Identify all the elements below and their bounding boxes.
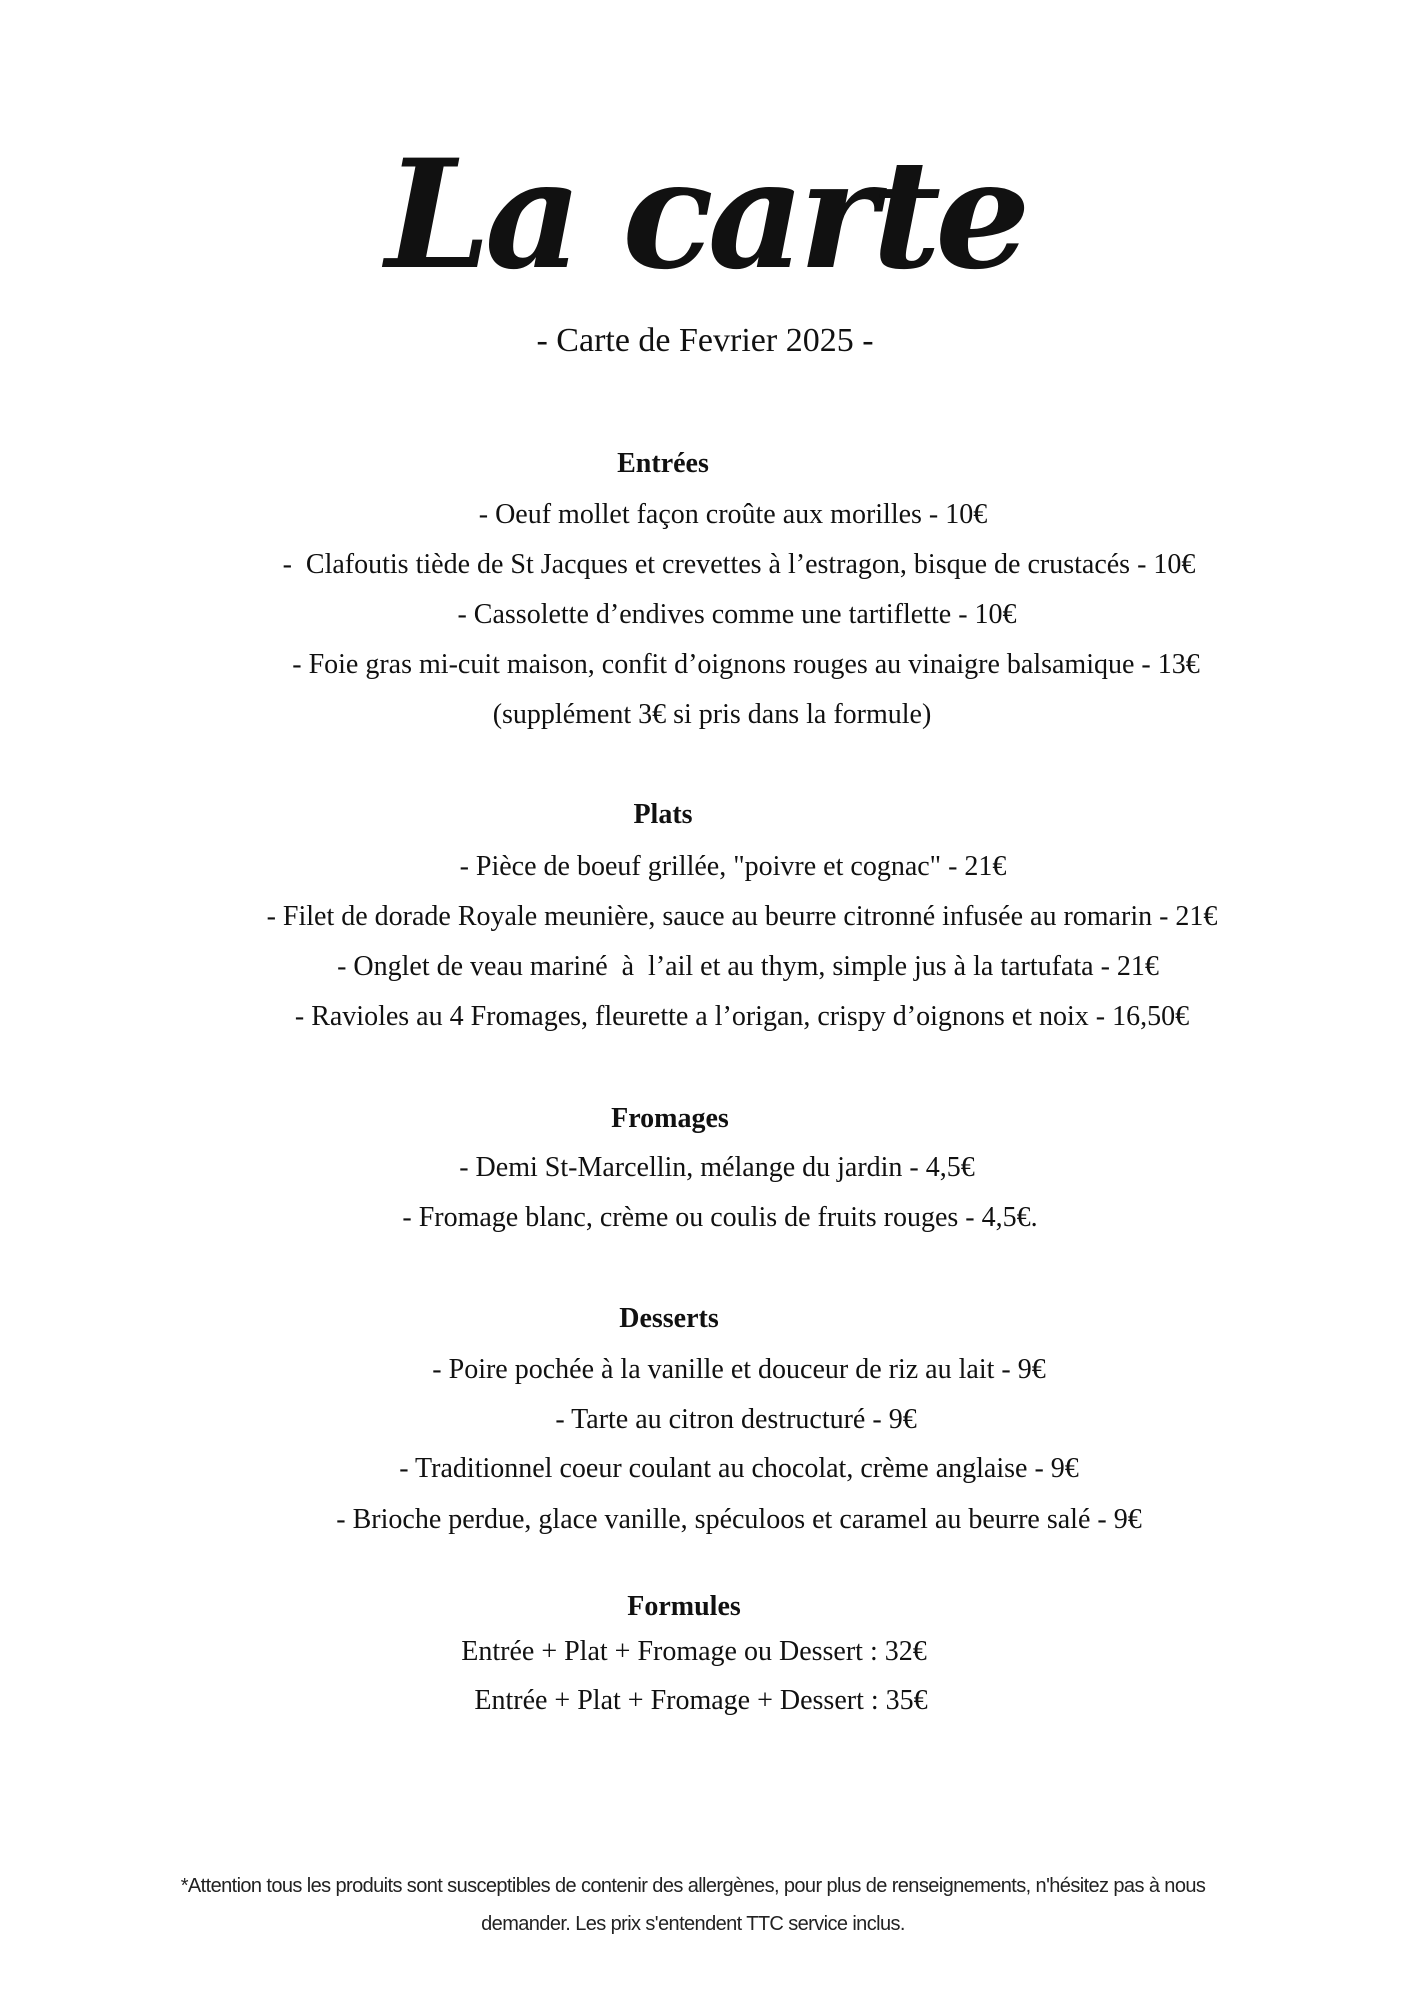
menu-item: - Filet de dorade Royale meunière, sauce au beurre citronné infusée au romarin - 21€ — [266, 901, 1218, 932]
menu-item: - Foie gras mi-cuit maison, confit d’oignons rouges au vinaigre balsamique - 13€ — [292, 649, 1200, 680]
menu-item: - Demi St-Marcellin, mélange du jardin - 4,5€ — [459, 1152, 975, 1183]
section-title-desserts: Desserts — [619, 1303, 719, 1334]
menu-note: (supplément 3€ si pris dans la formule) — [492, 699, 932, 730]
menu-item: - Onglet de veau mariné à l’ail et au thym, simple jus à la tartufata - 21€ — [337, 951, 1159, 982]
menu-item: - Pièce de boeuf grillée, "poivre et cognac" - 21€ — [459, 851, 1007, 882]
menu-item: - Fromage blanc, crème ou coulis de fruits rouges - 4,5€. — [402, 1202, 1038, 1233]
formula-item: Entrée + Plat + Fromage ou Dessert : 32€ — [461, 1636, 927, 1667]
price-notice: demander. Les prix s'entendent TTC service inclus. — [481, 1913, 905, 1935]
menu-item: - Cassolette d’endives comme une tartiflette - 10€ — [457, 599, 1017, 630]
logo: La carte — [385, 127, 1025, 303]
allergen-notice: *Attention tous les produits sont susceptibles de contenir des allergènes, pour plus de renseignements, n'hésitez pas à nous — [180, 1875, 1206, 1897]
menu-item: - Tarte au citron destructuré - 9€ — [555, 1404, 917, 1435]
section-title-formules: Formules — [627, 1591, 741, 1622]
menu-item: - Poire pochée à la vanille et douceur de riz au lait - 9€ — [432, 1354, 1046, 1385]
section-title-plats: Plats — [633, 799, 693, 830]
menu-item: - Ravioles au 4 Fromages, fleurette a l’origan, crispy d’oignons et noix - 16,50€ — [294, 1001, 1190, 1032]
menu-subtitle: - Carte de Fevrier 2025 - — [536, 322, 874, 359]
section-title-entrees: Entrées — [617, 448, 709, 479]
menu-item: - Brioche perdue, glace vanille, spéculoos et caramel au beurre salé - 9€ — [336, 1504, 1142, 1535]
menu-item: - Traditionnel coeur coulant au chocolat, crème anglaise - 9€ — [399, 1453, 1079, 1484]
formula-item: Entrée + Plat + Fromage + Dessert : 35€ — [474, 1685, 928, 1716]
section-title-fromages: Fromages — [611, 1103, 729, 1134]
menu-item: - Oeuf mollet façon croûte aux morilles - 10€ — [478, 499, 988, 530]
menu-item: - Clafoutis tiède de St Jacques et crevettes à l’estragon, bisque de crustacés - 10€ — [282, 549, 1196, 580]
